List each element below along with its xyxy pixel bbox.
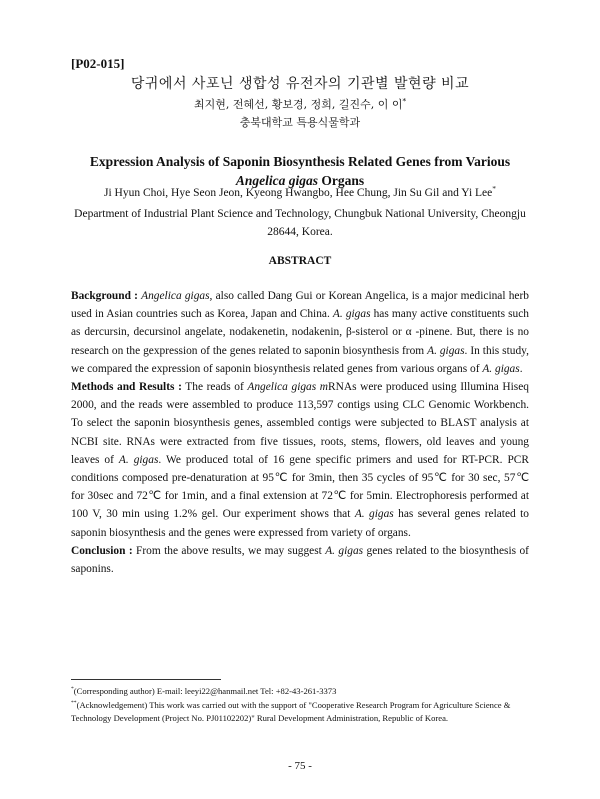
footnote-mark: * xyxy=(71,686,74,693)
english-title xyxy=(60,152,540,190)
text-run: also called Dang Gui or Korean Angelica, is a major medicinal herb used in Asian countries such as Korea, Japan and China. xyxy=(71,290,529,321)
species-name: A. gigas xyxy=(427,344,465,357)
methods-paragraph xyxy=(71,378,529,542)
text-run: has many active constituents such as dercursin, decursinol angelate, nodakenetin, nodakenin, β-sisterol or α -pinene. But, there is no research on the gexpression of the genes related to saponin biosynthesis from xyxy=(71,308,529,357)
korean-title: 당귀에서 사포닌 생합성 유전자의 기관별 발현량 비교 xyxy=(130,76,470,92)
text-run: From the above results, we may suggest xyxy=(132,544,326,557)
species-name: A. gigas xyxy=(325,544,364,557)
methods-label: Methods and Results : xyxy=(71,381,182,394)
title-organs: Organs xyxy=(321,173,365,188)
footnote-acknowledgement xyxy=(71,699,529,726)
title-line-1: Expression Analysis of Saponin Biosynthesis Related Genes from Various xyxy=(89,154,511,169)
corresponding-mark: * xyxy=(402,96,407,106)
page-number: - 75 - xyxy=(288,760,312,772)
english-corresponding-mark: * xyxy=(492,184,497,194)
species-name: A. gigas xyxy=(332,308,371,321)
footnote-text: (Corresponding author) E-mail: leeyi22@hanmail.net Tel: +82-43-261-3373 xyxy=(73,686,337,696)
korean-department: 충북대학교 특용식물학과 xyxy=(239,116,361,129)
species-name: Angelica gigas, xyxy=(141,290,213,302)
english-authors xyxy=(60,184,540,199)
text-run: RNAs were produced using Illumina Hiseq 2000, and the reads were assembled to produce 113,597 contigs using CLC Genomic Workbench. To select the saponin biosynthesis genes, assembled contigs were subjected to BLAST analysis at NCBI site. RNAs were extracted from five tissues, roots, stems, flowers, old leaves and young leaves of xyxy=(71,381,529,466)
poster-code: [P02-015] xyxy=(71,56,125,71)
korean-author-names: 최지현, 전혜선, 황보경, 정희, 길진수, 이 이 xyxy=(193,98,403,111)
text-run: . In this study, we compared the expression of saponin biosynthesis related genes from various organs of xyxy=(71,344,529,375)
species-name: A. gigas xyxy=(118,453,159,466)
footnote-divider xyxy=(71,679,221,680)
conclusion-label: Conclusion : xyxy=(71,544,133,557)
abstract-body xyxy=(71,287,529,578)
english-author-names: Ji Hyun Choi, Hye Seon Jeon, Kyeong Hwangbo, Hee Chung, Jin Su Gil and Yi Lee xyxy=(103,187,493,199)
text-run: . We produced total of 16 gene specific primers and used for RT-PCR. PCR conditions composed pre-denaturation at 95℃ for 3min, then 35 cycles of 95℃ for 30 sec, 57℃ for 30sec and 72℃ for 1min, and a final extension at 72℃ for 5min. Electrophoresis performed at 100 V, 30 min using 1.2% gel. Our experiment shows that xyxy=(71,453,529,521)
footnote-mark: ** xyxy=(71,699,77,706)
footnotes xyxy=(71,685,529,726)
text-run: has several genes related to saponin biosynthesis and the genes were expressed from variety of organs. xyxy=(71,508,529,539)
korean-authors xyxy=(60,96,540,112)
text-run: The reads of xyxy=(181,381,248,394)
species-name: A. gigas xyxy=(482,362,520,375)
background-paragraph xyxy=(71,287,529,378)
abstract-heading: ABSTRACT xyxy=(268,255,332,267)
text-run: genes related to the biosynthesis of saponins. xyxy=(71,544,529,576)
title-species: Angelica gigas xyxy=(235,173,318,188)
footnote-text: (Acknowledgement) This work was carried out with the support of "Cooperative Research Program for Agriculture Science & Technology Development (Project No. PJ01102202)" Rural Development Administration, Republic of Korea. xyxy=(71,699,511,723)
species-name: Angelica gigas m xyxy=(247,381,329,394)
conclusion-paragraph xyxy=(71,542,529,578)
species-name: A. gigas xyxy=(354,508,394,521)
text-run: . xyxy=(519,362,523,375)
background-label: Background : xyxy=(71,290,138,302)
english-affiliation: Department of Industrial Plant Science and Technology, Chungbuk National University, Cheongju 28644, Korea. xyxy=(74,208,526,238)
footnote-corresponding xyxy=(71,685,529,699)
